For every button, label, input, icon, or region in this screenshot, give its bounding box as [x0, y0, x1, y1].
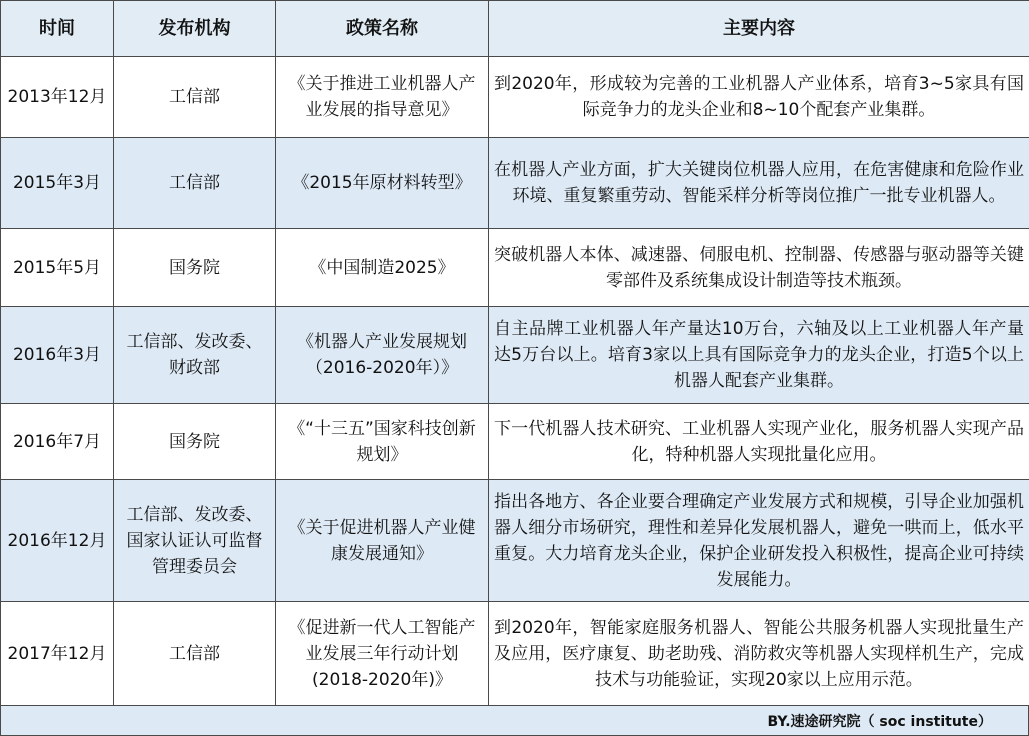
table-row	[1, 602, 1029, 706]
cell-date: 2016年3月	[1, 307, 114, 404]
cell-policy-name: 《促进新一代人工智能产业发展三年行动计划(2018-2020年)》	[276, 602, 489, 706]
cell-content: 在机器人产业方面，扩大关键岗位机器人应用，在危害健康和危险作业环境、重复繁重劳动、智能采样分析等岗位推广一批专业机器人。	[489, 138, 1029, 229]
header-date: 时间	[1, 1, 114, 57]
cell-issuer: 国务院	[114, 404, 276, 480]
table-row	[1, 57, 1029, 138]
cell-policy-name: 《2015年原材料转型》	[276, 138, 489, 229]
source-credit: BY.速途研究院（ soc institute）	[767, 714, 992, 730]
cell-issuer: 工信部、发改委、国家认证认可监督管理委员会	[114, 480, 276, 602]
cell-issuer: 工信部	[114, 57, 276, 138]
cell-issuer: 工信部	[114, 602, 276, 706]
header-name: 政策名称	[276, 1, 489, 57]
cell-policy-name: 《关于促进机器人产业健康发展通知》	[276, 480, 489, 602]
cell-content: 到2020年，智能家庭服务机器人、智能公共服务机器人实现批量生产及应用，医疗康复、助老助残、消防救灾等机器人实现样机生产，完成技术与功能验证，实现20家以上应用示范。	[489, 602, 1029, 706]
cell-content: 指出各地方、各企业要合理确定产业发展方式和规模，引导企业加强机器人细分市场研究，理性和差异化发展机器人，避免一哄而上，低水平重复。大力培育龙头企业，保护企业研发投入积极性，提高企业可持续发展能力。	[489, 480, 1029, 602]
cell-content: 突破机器人本体、减速器、伺服电机、控制器、传感器与驱动器等关键零部件及系统集成设计制造等技术瓶颈。	[489, 229, 1029, 307]
cell-date: 2017年12月	[1, 602, 114, 706]
cell-date: 2015年3月	[1, 138, 114, 229]
header-row	[1, 1, 1029, 57]
table-row	[1, 480, 1029, 602]
table-row	[1, 404, 1029, 480]
cell-policy-name: 《“十三五”国家科技创新规划》	[276, 404, 489, 480]
cell-content: 下一代机器人技术研究、工业机器人实现产业化，服务机器人实现产品化，特种机器人实现批量化应用。	[489, 404, 1029, 480]
cell-policy-name: 《中国制造2025》	[276, 229, 489, 307]
cell-issuer: 国务院	[114, 229, 276, 307]
source-footer	[0, 706, 1029, 736]
cell-policy-name: 《机器人产业发展规划（2016-2020年）》	[276, 307, 489, 404]
header-content: 主要内容	[489, 1, 1029, 57]
cell-issuer: 工信部	[114, 138, 276, 229]
cell-content: 到2020年，形成较为完善的工业机器人产业体系，培育3~5家具有国际竞争力的龙头企业和8~10个配套产业集群。	[489, 57, 1029, 138]
table-row	[1, 138, 1029, 229]
cell-date: 2016年7月	[1, 404, 114, 480]
table-row	[1, 307, 1029, 404]
cell-issuer: 工信部、发改委、财政部	[114, 307, 276, 404]
table-row	[1, 229, 1029, 307]
cell-date: 2015年5月	[1, 229, 114, 307]
cell-date: 2013年12月	[1, 57, 114, 138]
cell-date: 2016年12月	[1, 480, 114, 602]
header-issuer: 发布机构	[114, 1, 276, 57]
cell-policy-name: 《关于推进工业机器人产业发展的指导意见》	[276, 57, 489, 138]
cell-content: 自主品牌工业机器人年产量达10万台，六轴及以上工业机器人年产量达5万台以上。培育3家以上具有国际竞争力的龙头企业，打造5个以上机器人配套产业集群。	[489, 307, 1029, 404]
